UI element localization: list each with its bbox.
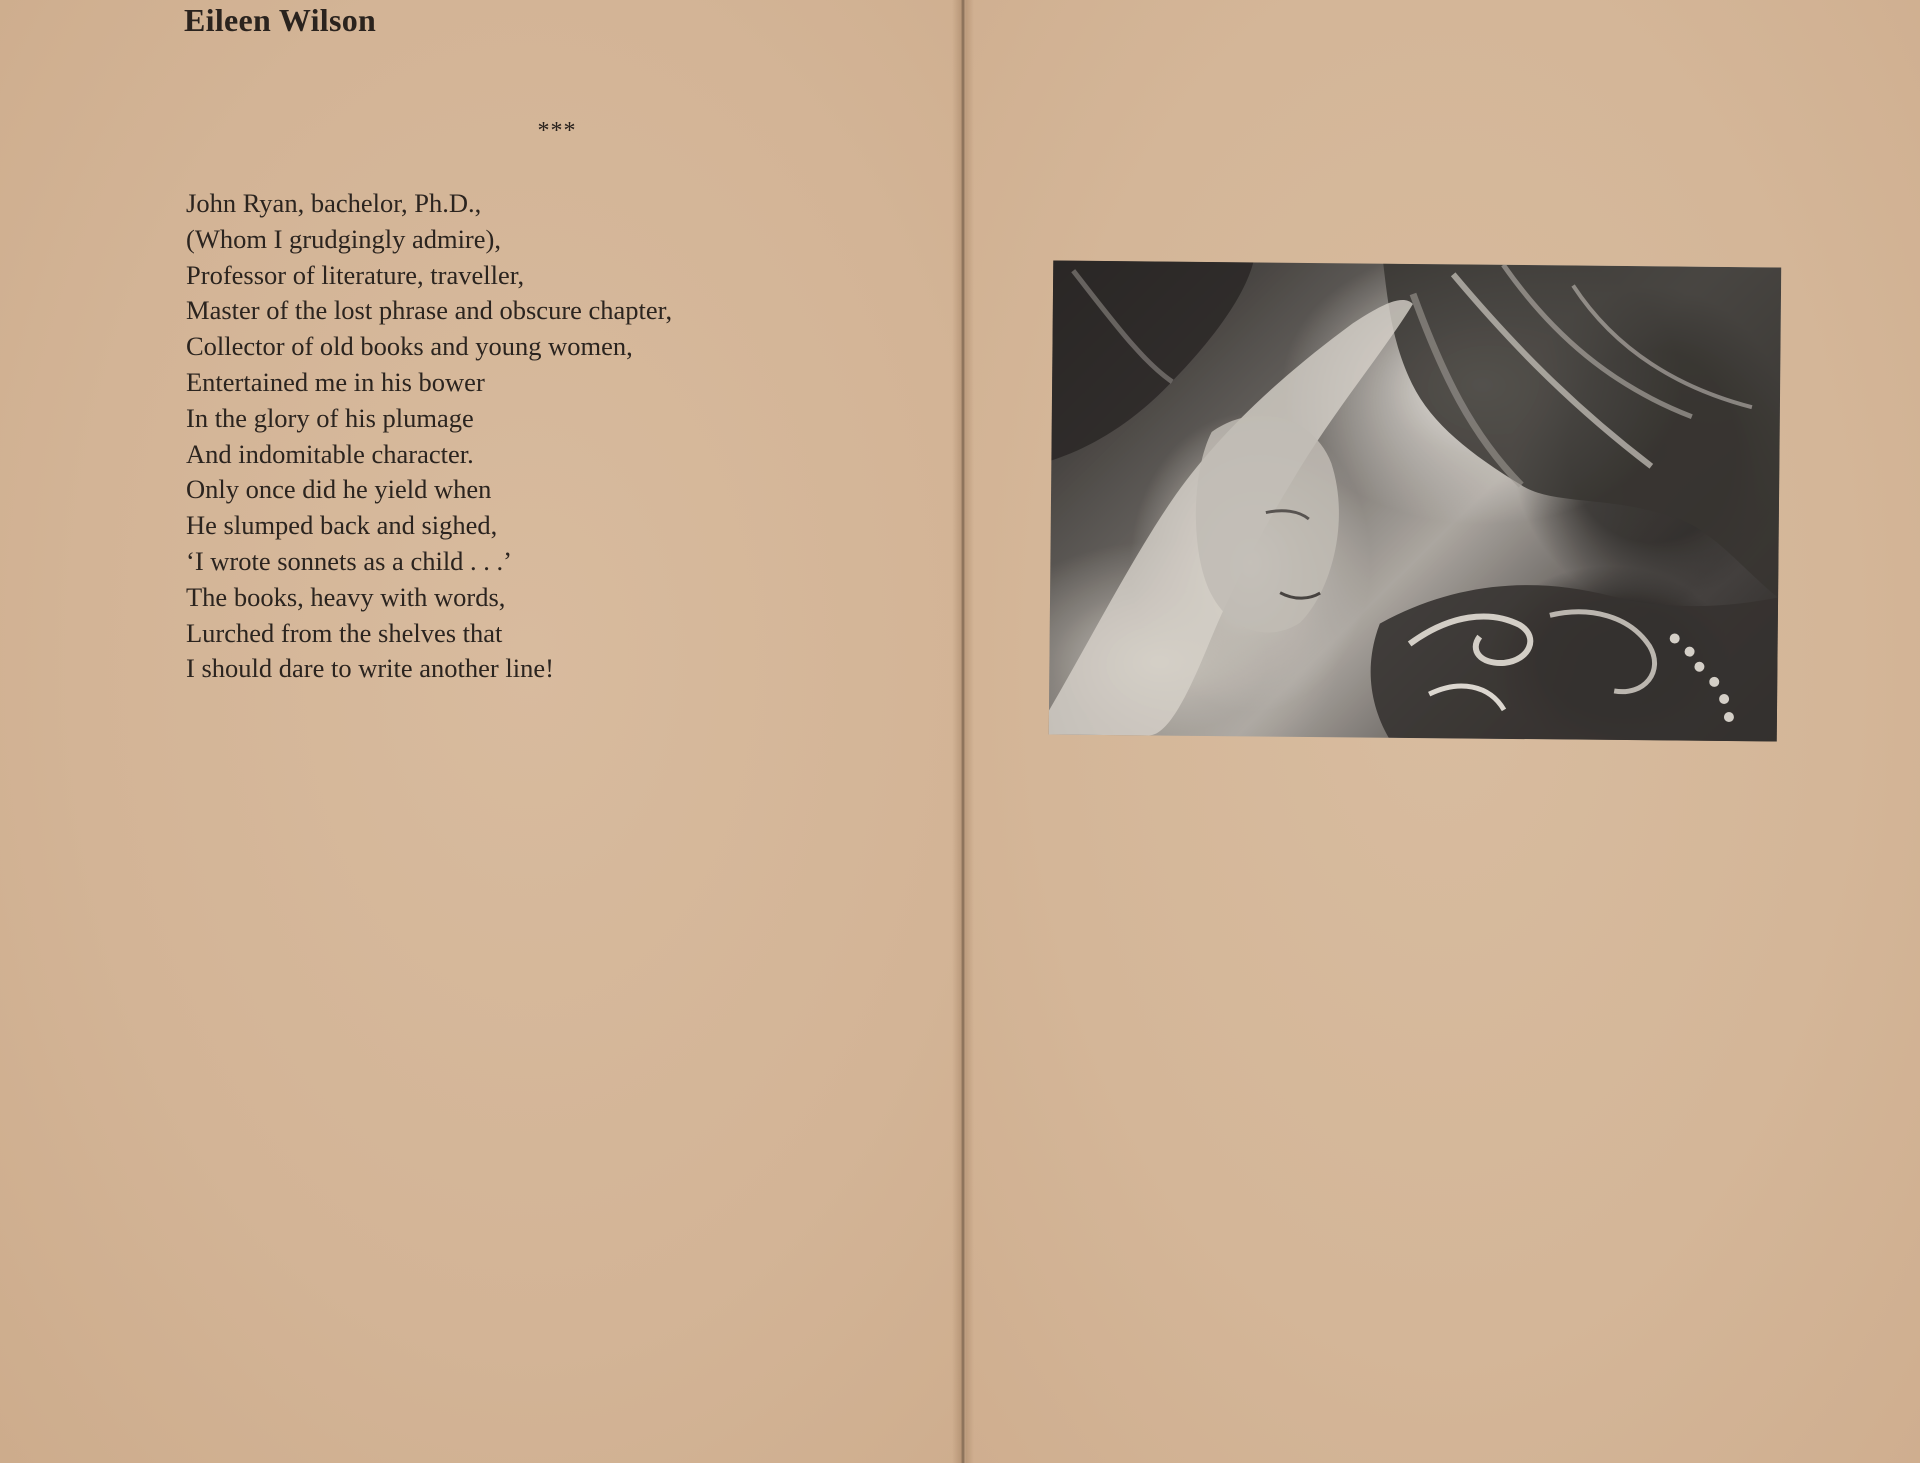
photo-illustration bbox=[1049, 261, 1782, 742]
poem-line: ‘I wrote sonnets as a child . . .’ bbox=[186, 545, 513, 576]
poem bbox=[186, 186, 672, 687]
poem-line: And indomitable character. bbox=[186, 438, 474, 469]
poem-line: I should dare to write another line! bbox=[186, 653, 554, 684]
book-gutter bbox=[952, 0, 974, 1463]
poem-line: Lurched from the shelves that bbox=[186, 617, 503, 648]
poem-line: Professor of literature, traveller, bbox=[186, 259, 525, 290]
author-name: Eileen Wilson bbox=[184, 2, 377, 38]
photograph-icon bbox=[1049, 261, 1782, 742]
poem-line: The books, heavy with words, bbox=[186, 581, 506, 612]
poem-line: (Whom I grudgingly admire), bbox=[186, 223, 501, 254]
poem-line: John Ryan, bachelor, Ph.D., bbox=[186, 188, 482, 218]
poem-line: He slumped back and sighed, bbox=[186, 510, 498, 541]
poem-line: Master of the lost phrase and obscure chapter, bbox=[186, 295, 673, 326]
poem-line: Entertained me in his bower bbox=[186, 366, 485, 397]
section-separator: *** bbox=[537, 118, 577, 144]
poem-line: Collector of old books and young women, bbox=[186, 331, 633, 362]
poem-line: In the glory of his plumage bbox=[186, 402, 474, 433]
poem-line: Only once did he yield when bbox=[186, 474, 492, 505]
